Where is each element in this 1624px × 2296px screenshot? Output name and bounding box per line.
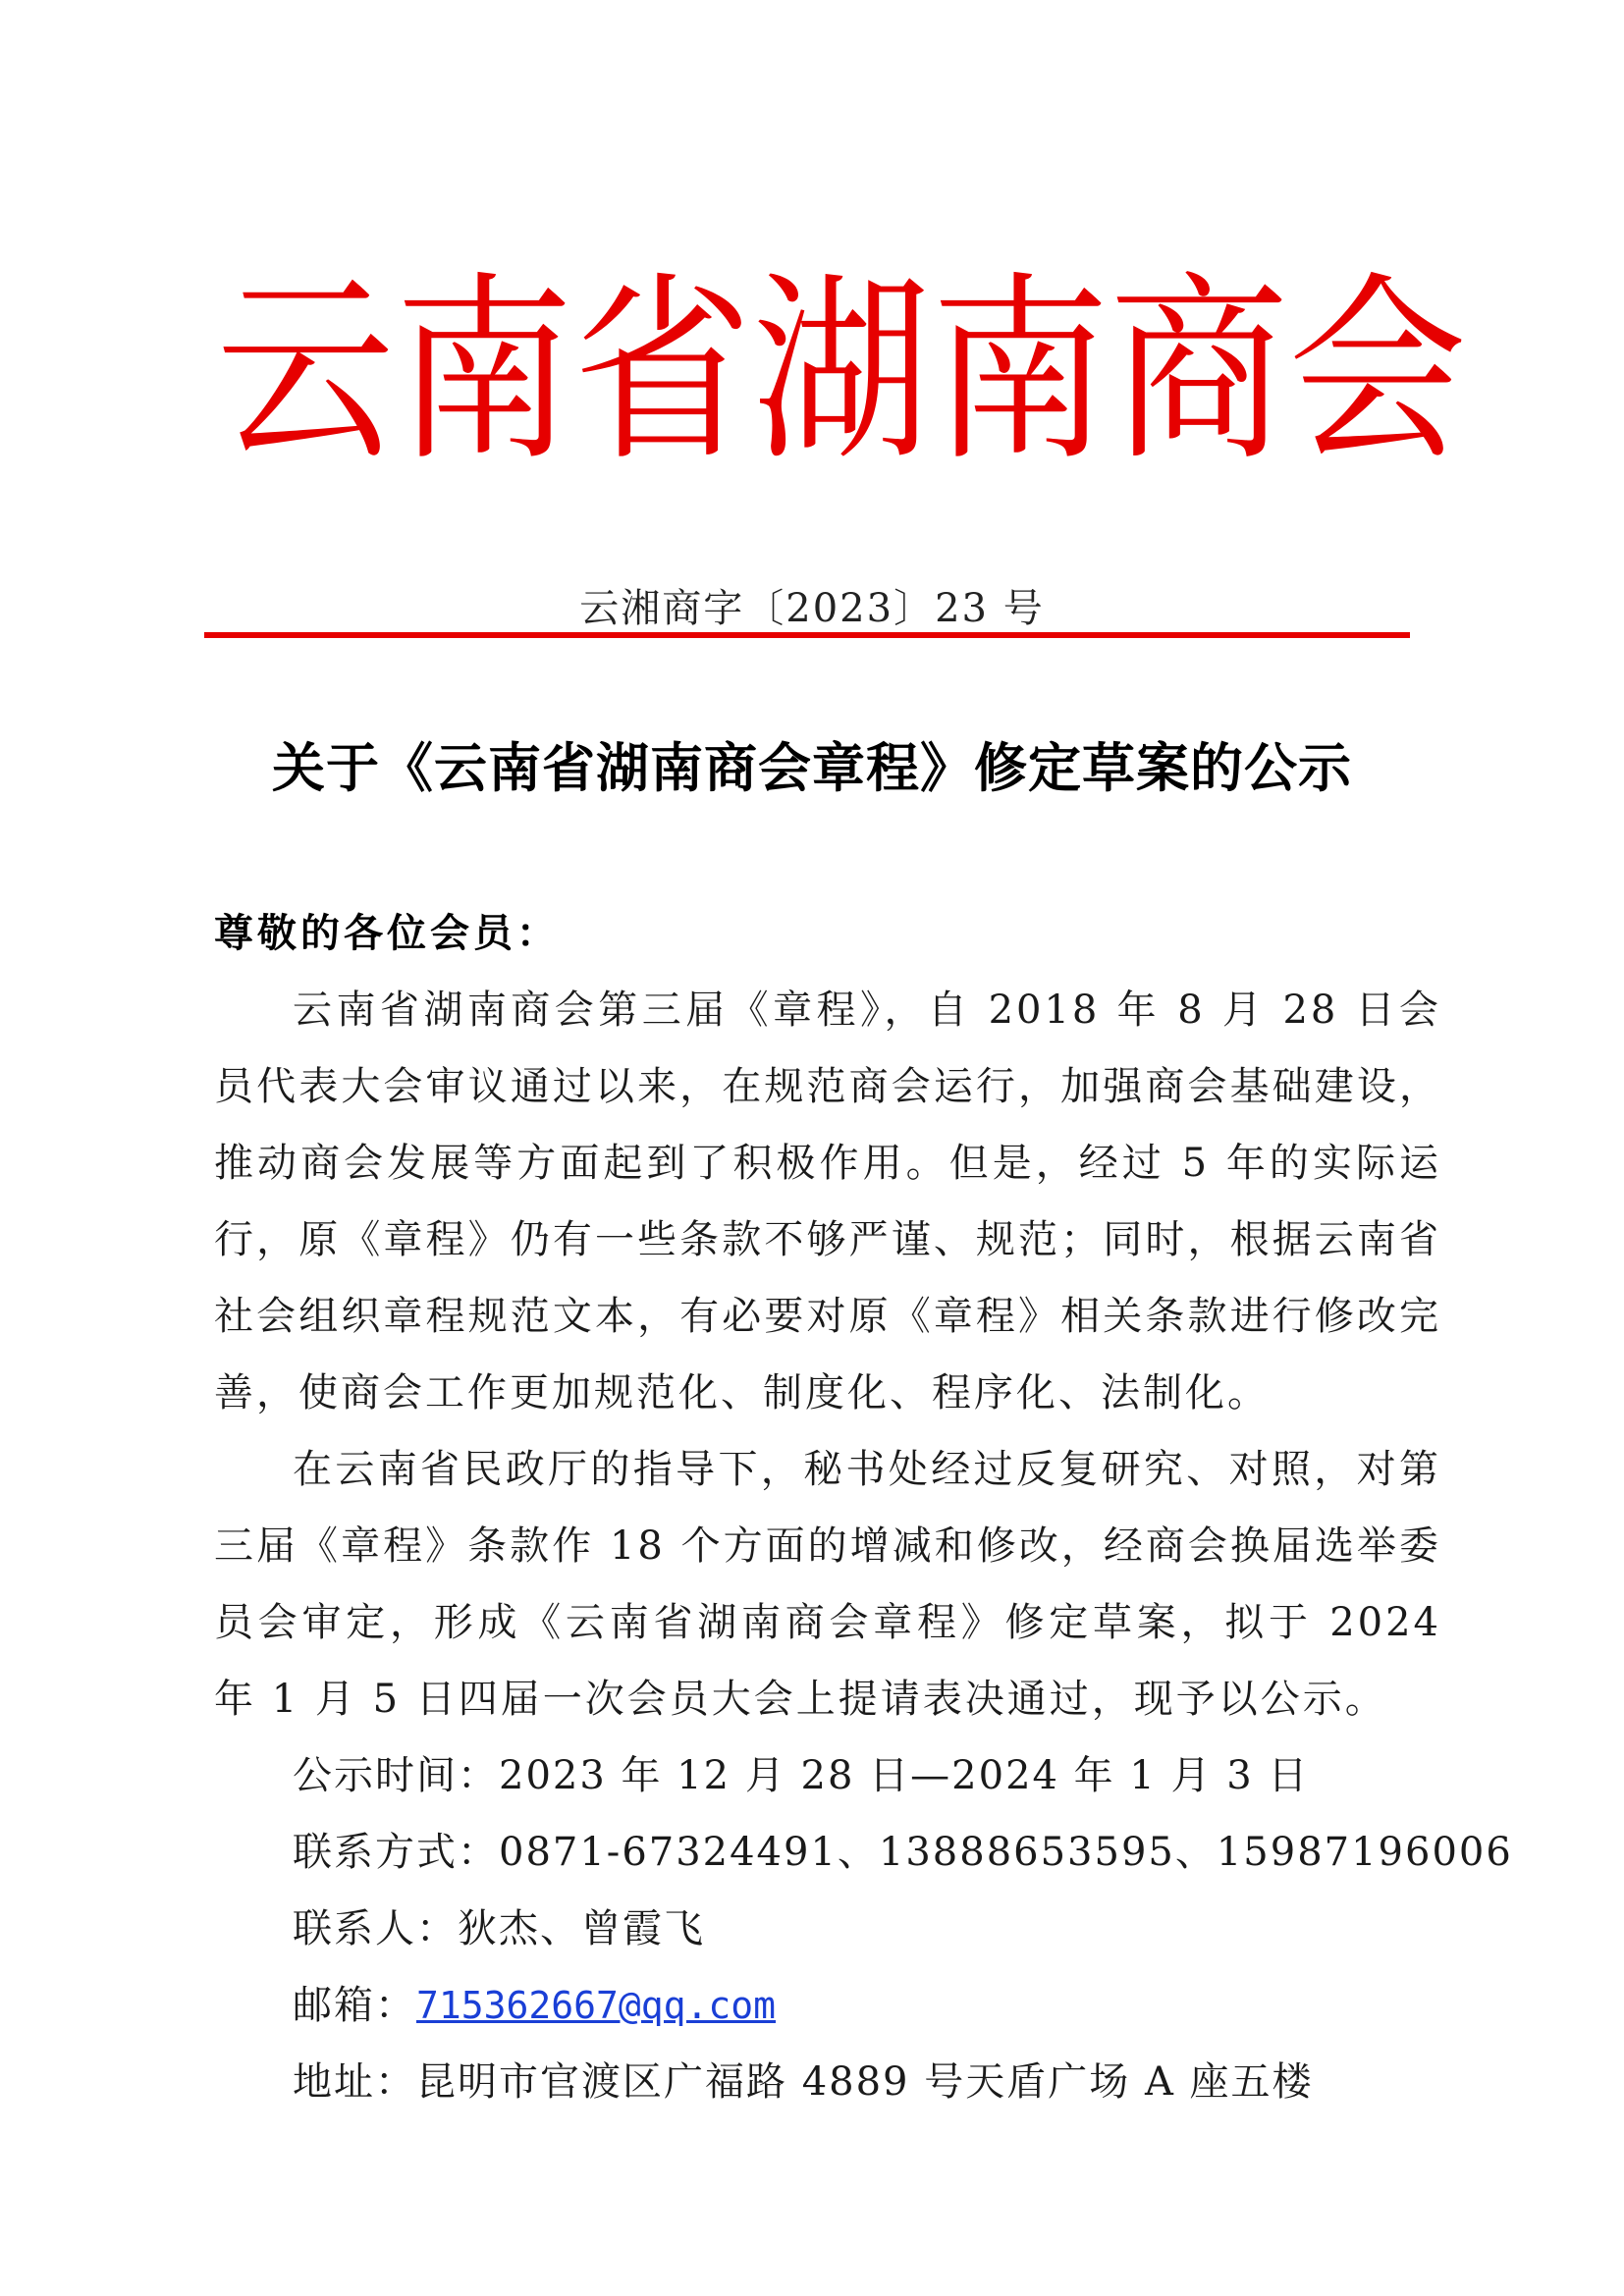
body-paragraph: 在云南省民政厅的指导下，秘书处经过反复研究、对照，对第三届《章程》条款作 18 个方面的增减和修改，经商会换届选举委员会审定，形成《云南省湖南商会章程》修定草案，拟于 2024 年 1 月 5 日四届一次会员大会上提请表决通过，现予以公示。 bbox=[214, 1447, 1441, 1722]
email-link[interactable]: 715362667@qq.com bbox=[416, 1984, 777, 2027]
org-name-char: 南 bbox=[395, 254, 573, 488]
notice-period bbox=[214, 1737, 1441, 1814]
org-name-char: 省 bbox=[573, 254, 752, 488]
salutation: 尊敬的各位会员： bbox=[214, 910, 560, 956]
org-name-char: 商 bbox=[1110, 254, 1288, 488]
contact-person-label: 联系人： bbox=[293, 1906, 458, 1951]
contact-persons bbox=[214, 1891, 1441, 1967]
document-title: 关于《云南省湖南商会章程》修定草案的公示 bbox=[272, 736, 1352, 799]
org-name-char: 湖 bbox=[752, 254, 931, 488]
contact-label: 联系方式： bbox=[293, 1830, 499, 1875]
contact-value: 0871-67324491、13888653595、15987196006 bbox=[499, 1830, 1513, 1875]
notice-period-value: 2023 年 12 月 28 日—2024 年 1 月 3 日 bbox=[499, 1753, 1310, 1798]
org-name-char: 会 bbox=[1288, 254, 1467, 488]
contact-numbers bbox=[214, 1814, 1513, 1891]
org-name-char: 南 bbox=[931, 254, 1110, 488]
notice-period-label: 公示时间： bbox=[293, 1753, 499, 1798]
document-body bbox=[214, 895, 1513, 2120]
header-divider bbox=[204, 632, 1410, 638]
address-label: 地址： bbox=[293, 2059, 416, 2105]
address-line bbox=[214, 2044, 1441, 2120]
organization-header bbox=[216, 254, 1467, 488]
org-name-char: 云 bbox=[216, 254, 395, 488]
email-label: 邮箱： bbox=[293, 1983, 416, 2028]
contact-person-value: 狄杰、曾霞飞 bbox=[458, 1906, 705, 1951]
address-value: 昆明市官渡区广福路 4889 号天盾广场 A 座五楼 bbox=[416, 2059, 1314, 2105]
document-number: 云湘商字〔2023〕23 号 bbox=[579, 586, 1045, 631]
email-line bbox=[214, 1967, 1441, 2044]
body-paragraph: 云南省湖南商会第三届《章程》，自 2018 年 8 月 28 日会员代表大会审议通过以来，在规范商会运行，加强商会基础建设，推动商会发展等方面起到了积极作用。但是，经过 5 年的实际运行，原《章程》仍有一些条款不够严谨、规范；同时，根据云南省社会组织章程规范文本，有必要对原《章程》相关条款进行修改完善，使商会工作更加规范化、制度化、程序化、法制化。 bbox=[214, 988, 1441, 1415]
